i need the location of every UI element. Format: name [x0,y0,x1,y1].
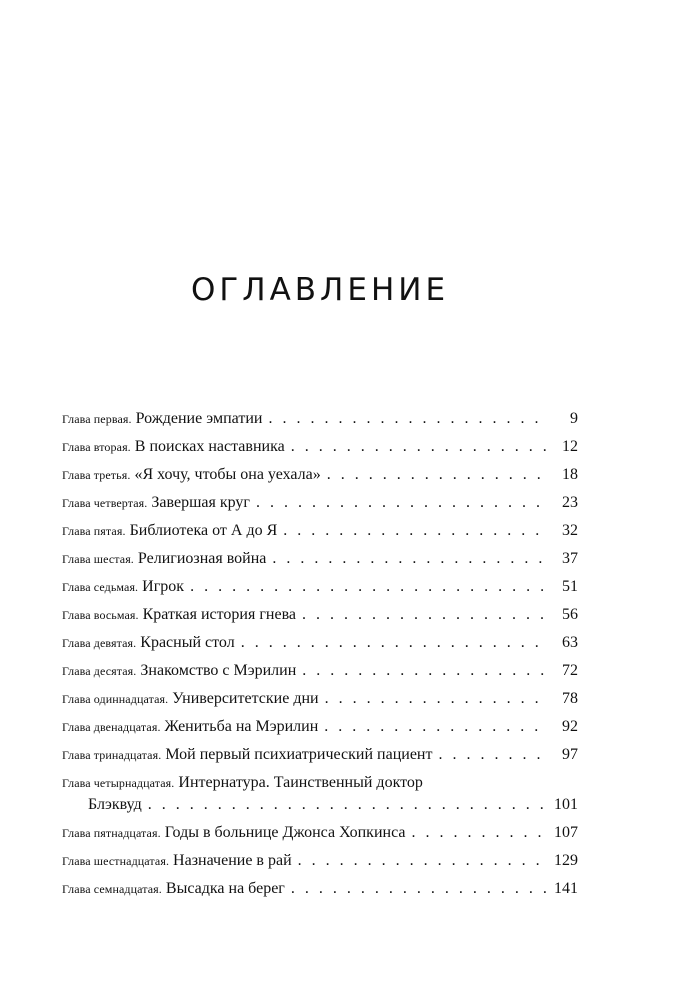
toc-entry [62,745,578,773]
toc-entry [62,823,578,851]
toc-entry [62,661,578,689]
dot-leader [327,465,546,485]
dot-leader [256,493,546,513]
chapter-title: Краткая история гнева [142,606,297,623]
chapter-title: «Я хочу, чтобы она уехала» [134,466,321,483]
table-of-contents [62,409,578,907]
chapter-label: Глава пятнадцатая. [62,826,161,840]
page-number: 63 [562,634,578,651]
chapter-title: Красный стол [140,634,235,651]
page-number: 32 [562,522,578,539]
dot-leader [302,661,546,681]
chapter-title: Высадка на берег [165,880,285,897]
chapter-title: Годы в больнице Джонса Хопкинса [164,824,406,841]
toc-entry [62,409,578,437]
dot-leader [268,409,546,429]
toc-entry [62,773,578,823]
chapter-label: Глава третья. [62,468,131,482]
toc-entry [62,717,578,745]
toc-entry [62,493,578,521]
page-number: 141 [554,880,578,897]
dot-leader [325,689,546,709]
page-number: 97 [562,746,578,763]
dot-leader [272,549,546,569]
page-number: 101 [554,796,578,813]
chapter-label: Глава шестая. [62,552,134,566]
page-number: 78 [562,690,578,707]
page-number: 56 [562,606,578,623]
dot-leader [411,823,546,843]
chapter-label: Глава восьмая. [62,608,139,622]
page-number: 18 [562,466,578,483]
chapter-title: Мой первый психиатрический пациент [165,746,433,763]
chapter-title: Знакомство с Мэрилин [140,662,297,679]
chapter-title: В поисках наставника [134,438,285,455]
toc-entry [62,689,578,717]
toc-entry [62,851,578,879]
chapter-label: Глава вторая. [62,440,131,454]
dot-leader [241,633,546,653]
dot-leader [298,851,546,871]
dot-leader [291,879,546,899]
page-number: 23 [562,494,578,511]
chapter-label: Глава четвертая. [62,496,148,510]
chapter-title-continuation: Блэквуд [88,796,142,813]
chapter-title: Религиозная война [137,550,267,567]
chapter-title: Библиотека от А до Я [129,522,278,539]
toc-entry [62,521,578,549]
toc-entry [62,879,578,907]
dot-leader [302,605,546,625]
chapter-label: Глава седьмая. [62,580,139,594]
toc-entry [62,605,578,633]
dot-leader [438,745,546,765]
page-number: 92 [562,718,578,735]
dot-leader [148,795,546,815]
page-number: 72 [562,662,578,679]
page-number: 51 [562,578,578,595]
chapter-label: Глава десятая. [62,664,137,678]
chapter-title: Игрок [142,578,185,595]
toc-entry [62,465,578,493]
page-number: 37 [562,550,578,567]
chapter-label: Глава шестнадцатая. [62,854,170,868]
chapter-title: Рождение эмпатии [135,410,263,427]
chapter-label: Глава одиннадцатая. [62,692,169,706]
page-number: 9 [570,410,578,427]
toc-entry [62,577,578,605]
chapter-label: Глава тринадцатая. [62,748,162,762]
chapter-label: Глава девятая. [62,636,137,650]
page-number: 12 [562,438,578,455]
dot-leader [190,577,546,597]
toc-entry [62,437,578,465]
page-number: 129 [554,852,578,869]
chapter-title: Женитьба на Мэрилин [164,718,319,735]
chapter-label: Глава семнадцатая. [62,882,162,896]
chapter-title: Назначение в рай [173,852,292,869]
page-number: 107 [554,824,578,841]
chapter-label: Глава четырнадцатая. [62,776,175,790]
chapter-label: Глава пятая. [62,524,126,538]
chapter-title: Интернатура. Таинственный доктор [178,774,423,791]
chapter-title: Университетские дни [172,690,319,707]
dot-leader [283,521,546,541]
toc-entry [62,549,578,577]
page-title: ОГЛАВЛЕНИЕ [190,272,450,308]
dot-leader [291,437,546,457]
dot-leader [324,717,546,737]
chapter-label: Глава двенадцатая. [62,720,161,734]
chapter-label: Глава первая. [62,412,132,426]
chapter-title: Завершая круг [151,494,250,511]
toc-entry [62,633,578,661]
